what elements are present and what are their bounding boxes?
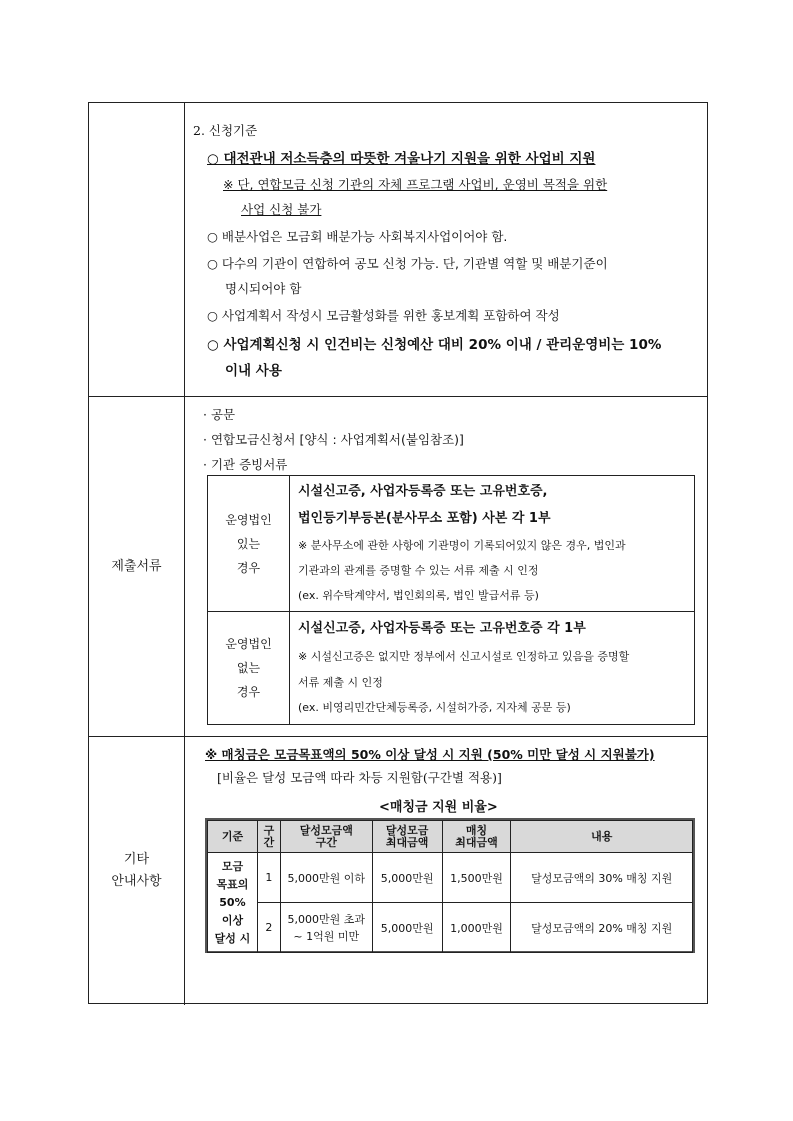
header-content: 내용 xyxy=(511,821,693,853)
criteria-item3: ○ 사업계획서 작성시 모금활성화를 위한 홍보계획 포함하여 작성 xyxy=(207,308,560,323)
header-max-amount xyxy=(372,821,442,853)
documents-bullet3: · 기관 증빙서류 xyxy=(203,457,288,472)
matching-table xyxy=(207,820,693,953)
documents-label: 제출서류 xyxy=(89,397,185,736)
case2-label-l1: 운영법인 xyxy=(225,637,272,651)
criteria-item4-line1: ○ 사업계획신청 시 인건비는 신청예산 대비 20% 이내 / 관리운영비는 10% xyxy=(207,337,662,353)
criterion-cell-l1: 모금 xyxy=(221,859,244,873)
case2-line4: (ex. 비영리민간단체등록증, 시설허가증, 지자체 공문 등) xyxy=(298,701,571,714)
documents-bullet1: · 공문 xyxy=(203,407,236,422)
row2-content: 달성모금액의 20% 매칭 지원 xyxy=(511,903,693,953)
row1-section: 1 xyxy=(257,853,280,903)
criteria-item2-line1: ○ 다수의 기관이 연합하여 공모 신청 가능. 단, 기관별 역할 및 배분기준이 xyxy=(207,256,608,271)
other-label-l1: 기타 xyxy=(123,852,150,867)
criteria-item1: ○ 배분사업은 모금회 배분가능 사회복지사업이어야 함. xyxy=(207,229,508,244)
criterion-cell-l3: 50% xyxy=(219,895,246,909)
criteria-note-line1: ※ 단, 연합모금 신청 기관의 자체 프로그램 사업비, 운영비 목적을 위한 xyxy=(223,177,608,192)
header-max-amount-l1: 달성모금 xyxy=(385,823,429,837)
case2-label xyxy=(208,612,290,724)
case1-label xyxy=(208,476,290,611)
header-section-l1: 구 xyxy=(263,823,275,837)
case2-label-l3: 경우 xyxy=(236,685,261,699)
row2-range-l2: ~ 1억원 미만 xyxy=(293,929,360,943)
documents-row xyxy=(89,397,707,737)
header-section xyxy=(257,821,280,853)
matching-table-header-row xyxy=(208,821,693,853)
row1-max-amount: 5,000만원 xyxy=(372,853,442,903)
header-section-l2: 간 xyxy=(263,835,275,849)
documents-bullet2: · 연합모금신청서 [양식 : 사업계획서(붙임참조)] xyxy=(203,432,464,447)
case1-label-l2: 있는 xyxy=(236,536,261,551)
row1-range: 5,000만원 이하 xyxy=(280,853,372,903)
table-row xyxy=(208,903,693,953)
documents-content xyxy=(185,397,707,736)
case1-line3: ※ 분사무소에 관한 사항에 기관명이 기록되어있지 않은 경우, 법인과 xyxy=(298,539,626,552)
evidence-docs-table xyxy=(207,475,695,725)
row2-range xyxy=(280,903,372,953)
row2-range-l1: 5,000만원 초과 xyxy=(287,912,366,926)
criterion-cell-l5: 달성 시 xyxy=(214,931,251,945)
other-row xyxy=(89,737,707,1005)
matching-notice: ※ 매칭금은 모금목표액의 50% 이상 달성 시 지원 (50% 미만 달성 시 지원불가) xyxy=(205,747,655,762)
case1-line5: (ex. 위수탁계약서, 법인회의록, 법인 발급서류 등) xyxy=(298,589,539,602)
header-range-l2: 구간 xyxy=(315,835,337,849)
other-label xyxy=(89,737,185,1005)
matching-sub-notice: [비율은 달성 모금액 따라 차등 지원함(구간별 적용)] xyxy=(217,770,502,785)
other-content xyxy=(185,737,707,1005)
criterion-cell-l2: 목표의 xyxy=(216,877,249,891)
other-label-l2: 안내사항 xyxy=(111,874,162,889)
criteria-main-line: ○ 대전관내 저소득층의 따뜻한 겨울나기 지원을 위한 사업비 지원 xyxy=(207,151,596,167)
header-range-l1: 달성모금액 xyxy=(299,823,353,837)
case1-line4: 기관과의 관계를 증명할 수 있는 서류 제출 시 인정 xyxy=(298,564,539,577)
header-match xyxy=(442,821,511,853)
criteria-row xyxy=(89,103,707,397)
case2-content xyxy=(290,612,694,724)
case2-line3: 서류 제출 시 인정 xyxy=(298,676,383,689)
criteria-item4-line2: 이내 사용 xyxy=(225,363,282,379)
document-table xyxy=(88,102,708,1004)
criteria-item2-line2: 명시되어야 함 xyxy=(225,281,302,296)
case2-row xyxy=(208,612,694,724)
matching-table-title: <매칭금 지원 비율> xyxy=(379,800,498,815)
case1-label-l3: 경우 xyxy=(236,560,261,575)
case2-line2: ※ 시설신고증은 없지만 정부에서 신고시설로 인정하고 있음을 증명할 xyxy=(298,650,630,663)
criterion-cell xyxy=(208,853,258,953)
row1-content: 달성모금액의 30% 매칭 지원 xyxy=(511,853,693,903)
row1-match: 1,500만원 xyxy=(442,853,511,903)
criteria-content xyxy=(185,103,707,396)
table-row xyxy=(208,853,693,903)
row2-match: 1,000만원 xyxy=(442,903,511,953)
case1-row xyxy=(208,476,694,612)
header-max-amount-l2: 최대금액 xyxy=(385,835,429,849)
row2-section: 2 xyxy=(257,903,280,953)
case1-line1: 시설신고증, 사업자등록증 또는 고유번호증, xyxy=(298,484,548,499)
criteria-label-cell xyxy=(89,103,185,396)
case1-line2: 법인등기부등본(분사무소 포함) 사본 각 1부 xyxy=(298,511,551,526)
header-match-l2: 최대금액 xyxy=(455,835,498,849)
header-range xyxy=(280,821,372,853)
header-criterion: 기준 xyxy=(208,821,258,853)
criterion-cell-l4: 이상 xyxy=(221,913,244,927)
case1-content xyxy=(290,476,694,611)
case1-label-l1: 운영법인 xyxy=(225,512,272,527)
header-match-l1: 매칭 xyxy=(465,823,488,837)
case2-label-l2: 없는 xyxy=(236,661,261,675)
criteria-note-line2: 사업 신청 불가 xyxy=(241,202,322,217)
row2-max-amount: 5,000만원 xyxy=(372,903,442,953)
case2-line1: 시설신고증, 사업자등록증 또는 고유번호증 각 1부 xyxy=(298,621,586,636)
criteria-heading: 2. 신청기준 xyxy=(193,123,258,138)
